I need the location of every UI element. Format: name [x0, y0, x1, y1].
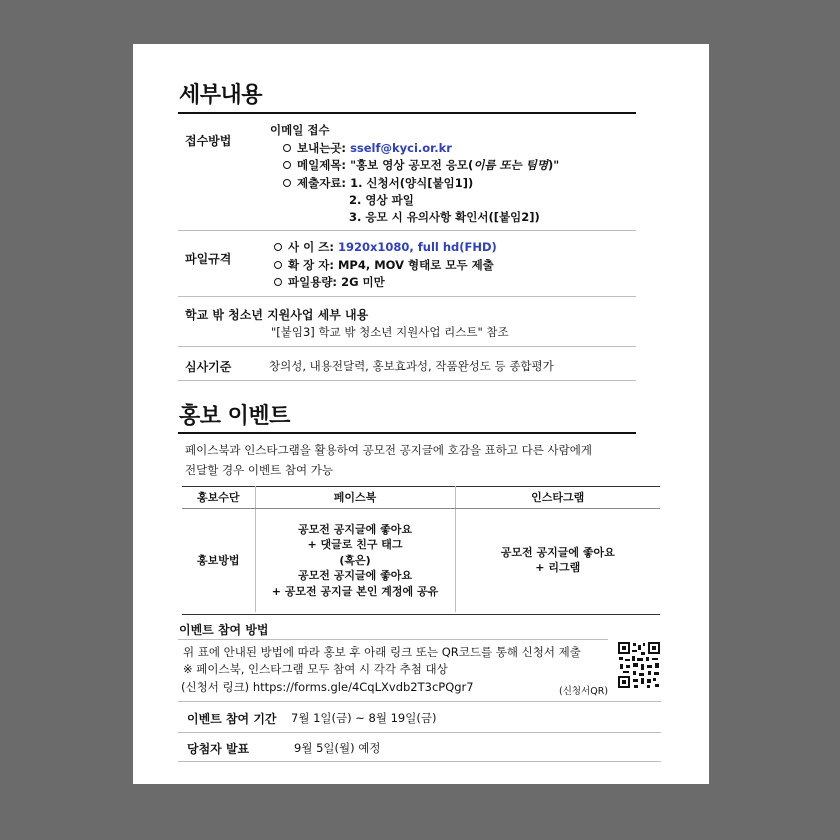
to-label: 보내는곳: [297, 141, 347, 155]
submission-to-row [283, 140, 452, 156]
facebook-line: + 댓글로 친구 태그 [307, 538, 403, 551]
bullet-icon [274, 278, 282, 286]
table-bottom-rule [182, 614, 660, 615]
bullet-icon [274, 261, 282, 269]
heading-rule [178, 112, 636, 114]
promo-table [182, 486, 660, 612]
submission-label: 접수방법 [185, 134, 232, 148]
size-value: 1920x1080, full hd(FHD) [337, 240, 497, 254]
instagram-line: 공모전 공지글에 좋아요 [500, 545, 615, 559]
judging-label: 심사기준 [185, 360, 232, 374]
subject-value-italic: 이름 또는 팀명 [473, 158, 548, 172]
row-divider [178, 230, 636, 231]
row-divider [178, 296, 636, 297]
to-email-link[interactable]: sself@kyci.or.kr [350, 141, 452, 155]
section-heading-promo: 홍보 이벤트 [179, 404, 290, 429]
row-divider [178, 701, 661, 702]
subject-label: 메일제목: [297, 158, 347, 172]
judging-value: 창의성, 내용전달력, 홍보효과성, 작품완성도 등 종합평가 [269, 359, 554, 373]
file-capacity-row [274, 274, 385, 290]
row-divider [178, 761, 661, 762]
outside-school-note: "[붙임3] 학교 밖 청소년 지원사업 리스트" 참조 [271, 325, 509, 339]
period-label: 이벤트 참여 기간 [187, 712, 277, 726]
facebook-line: + 공모전 공지글 본인 계정에 공유 [271, 584, 439, 598]
row-label-method: 홍보방법 [196, 553, 240, 567]
heading-rule [178, 432, 636, 434]
capacity-label: 파일용량: [288, 275, 338, 289]
bullet-icon [283, 179, 291, 187]
submission-subject-row [283, 157, 559, 173]
table-header-row [182, 486, 660, 508]
capacity-value: 2G 미만 [341, 275, 385, 289]
col-header-method: 홍보수단 [182, 486, 255, 508]
file-size-row [274, 239, 497, 255]
how-to-line1: 위 표에 안내된 방법에 따라 홍보 후 아래 링크 또는 QR코드를 통해 신청서 제출 [183, 645, 581, 659]
promo-intro-line1: 페이스북과 인스타그램을 활용하여 공모전 공지글에 호감을 표하고 다른 사람에게 [185, 443, 592, 457]
application-link[interactable]: (신청서 링크) https://forms.gle/4CqLXvdb2T3cPQgr7 [181, 680, 474, 694]
col-header-facebook: 페이스북 [255, 486, 455, 508]
size-label: 사 이 즈: [288, 240, 334, 254]
how-to-title: 이벤트 참여 방법 [179, 623, 269, 637]
winners-label: 당첨자 발표 [187, 742, 250, 756]
file-spec-label: 파일규격 [185, 252, 232, 266]
col-header-instagram: 인스타그램 [455, 486, 660, 508]
outside-school-title: 학교 밖 청소년 지원사업 세부 내용 [185, 308, 369, 322]
how-to-line2: ※ 페이스북, 인스타그램 모두 참여 시 각각 추첨 대상 [183, 662, 448, 676]
docs-label: 제출자료: [297, 176, 347, 190]
instagram-line: + 리그램 [535, 561, 581, 575]
document-page [133, 44, 709, 784]
ext-label: 확 장 자: [288, 258, 334, 272]
period-value: 7월 1일(금) ~ 8월 19일(금) [291, 711, 437, 725]
facebook-line: 공모전 공지글에 좋아요 [298, 569, 412, 582]
row-divider [178, 346, 636, 347]
row-divider [178, 380, 636, 381]
bullet-icon [283, 161, 291, 169]
qr-code-icon[interactable] [617, 641, 661, 689]
instagram-method-cell [455, 508, 660, 612]
promo-intro-line2: 전달할 경우 이벤트 참여 가능 [185, 463, 333, 477]
qr-caption: (신청서QR) [559, 686, 609, 697]
doc-item: 3. 응모 시 유의사항 확인서([붙임2]) [349, 210, 540, 224]
ext-value: MP4, MOV 형태로 모두 제출 [337, 258, 494, 272]
facebook-line: 공모전 공지글에 좋아요 [298, 522, 412, 536]
bullet-icon [283, 144, 291, 152]
doc-item: 2. 영상 파일 [349, 193, 414, 207]
row-divider [178, 732, 661, 733]
doc-item: 1. 신청서(양식[붙임1]) [350, 176, 474, 190]
file-ext-row [274, 257, 494, 273]
bullet-icon [274, 243, 282, 251]
submission-docs-row [283, 175, 473, 191]
submission-method: 이메일 접수 [270, 123, 330, 137]
subject-value-end: )" [547, 158, 560, 172]
row-divider [178, 639, 608, 640]
section-heading-details: 세부내용 [179, 83, 263, 108]
subject-value: "홍보 영상 공모전 응모( [350, 158, 474, 172]
table-row [182, 508, 660, 612]
winners-value: 9월 5일(월) 예정 [294, 741, 381, 755]
facebook-method-cell [255, 508, 455, 612]
facebook-line: (혹은) [339, 553, 371, 567]
